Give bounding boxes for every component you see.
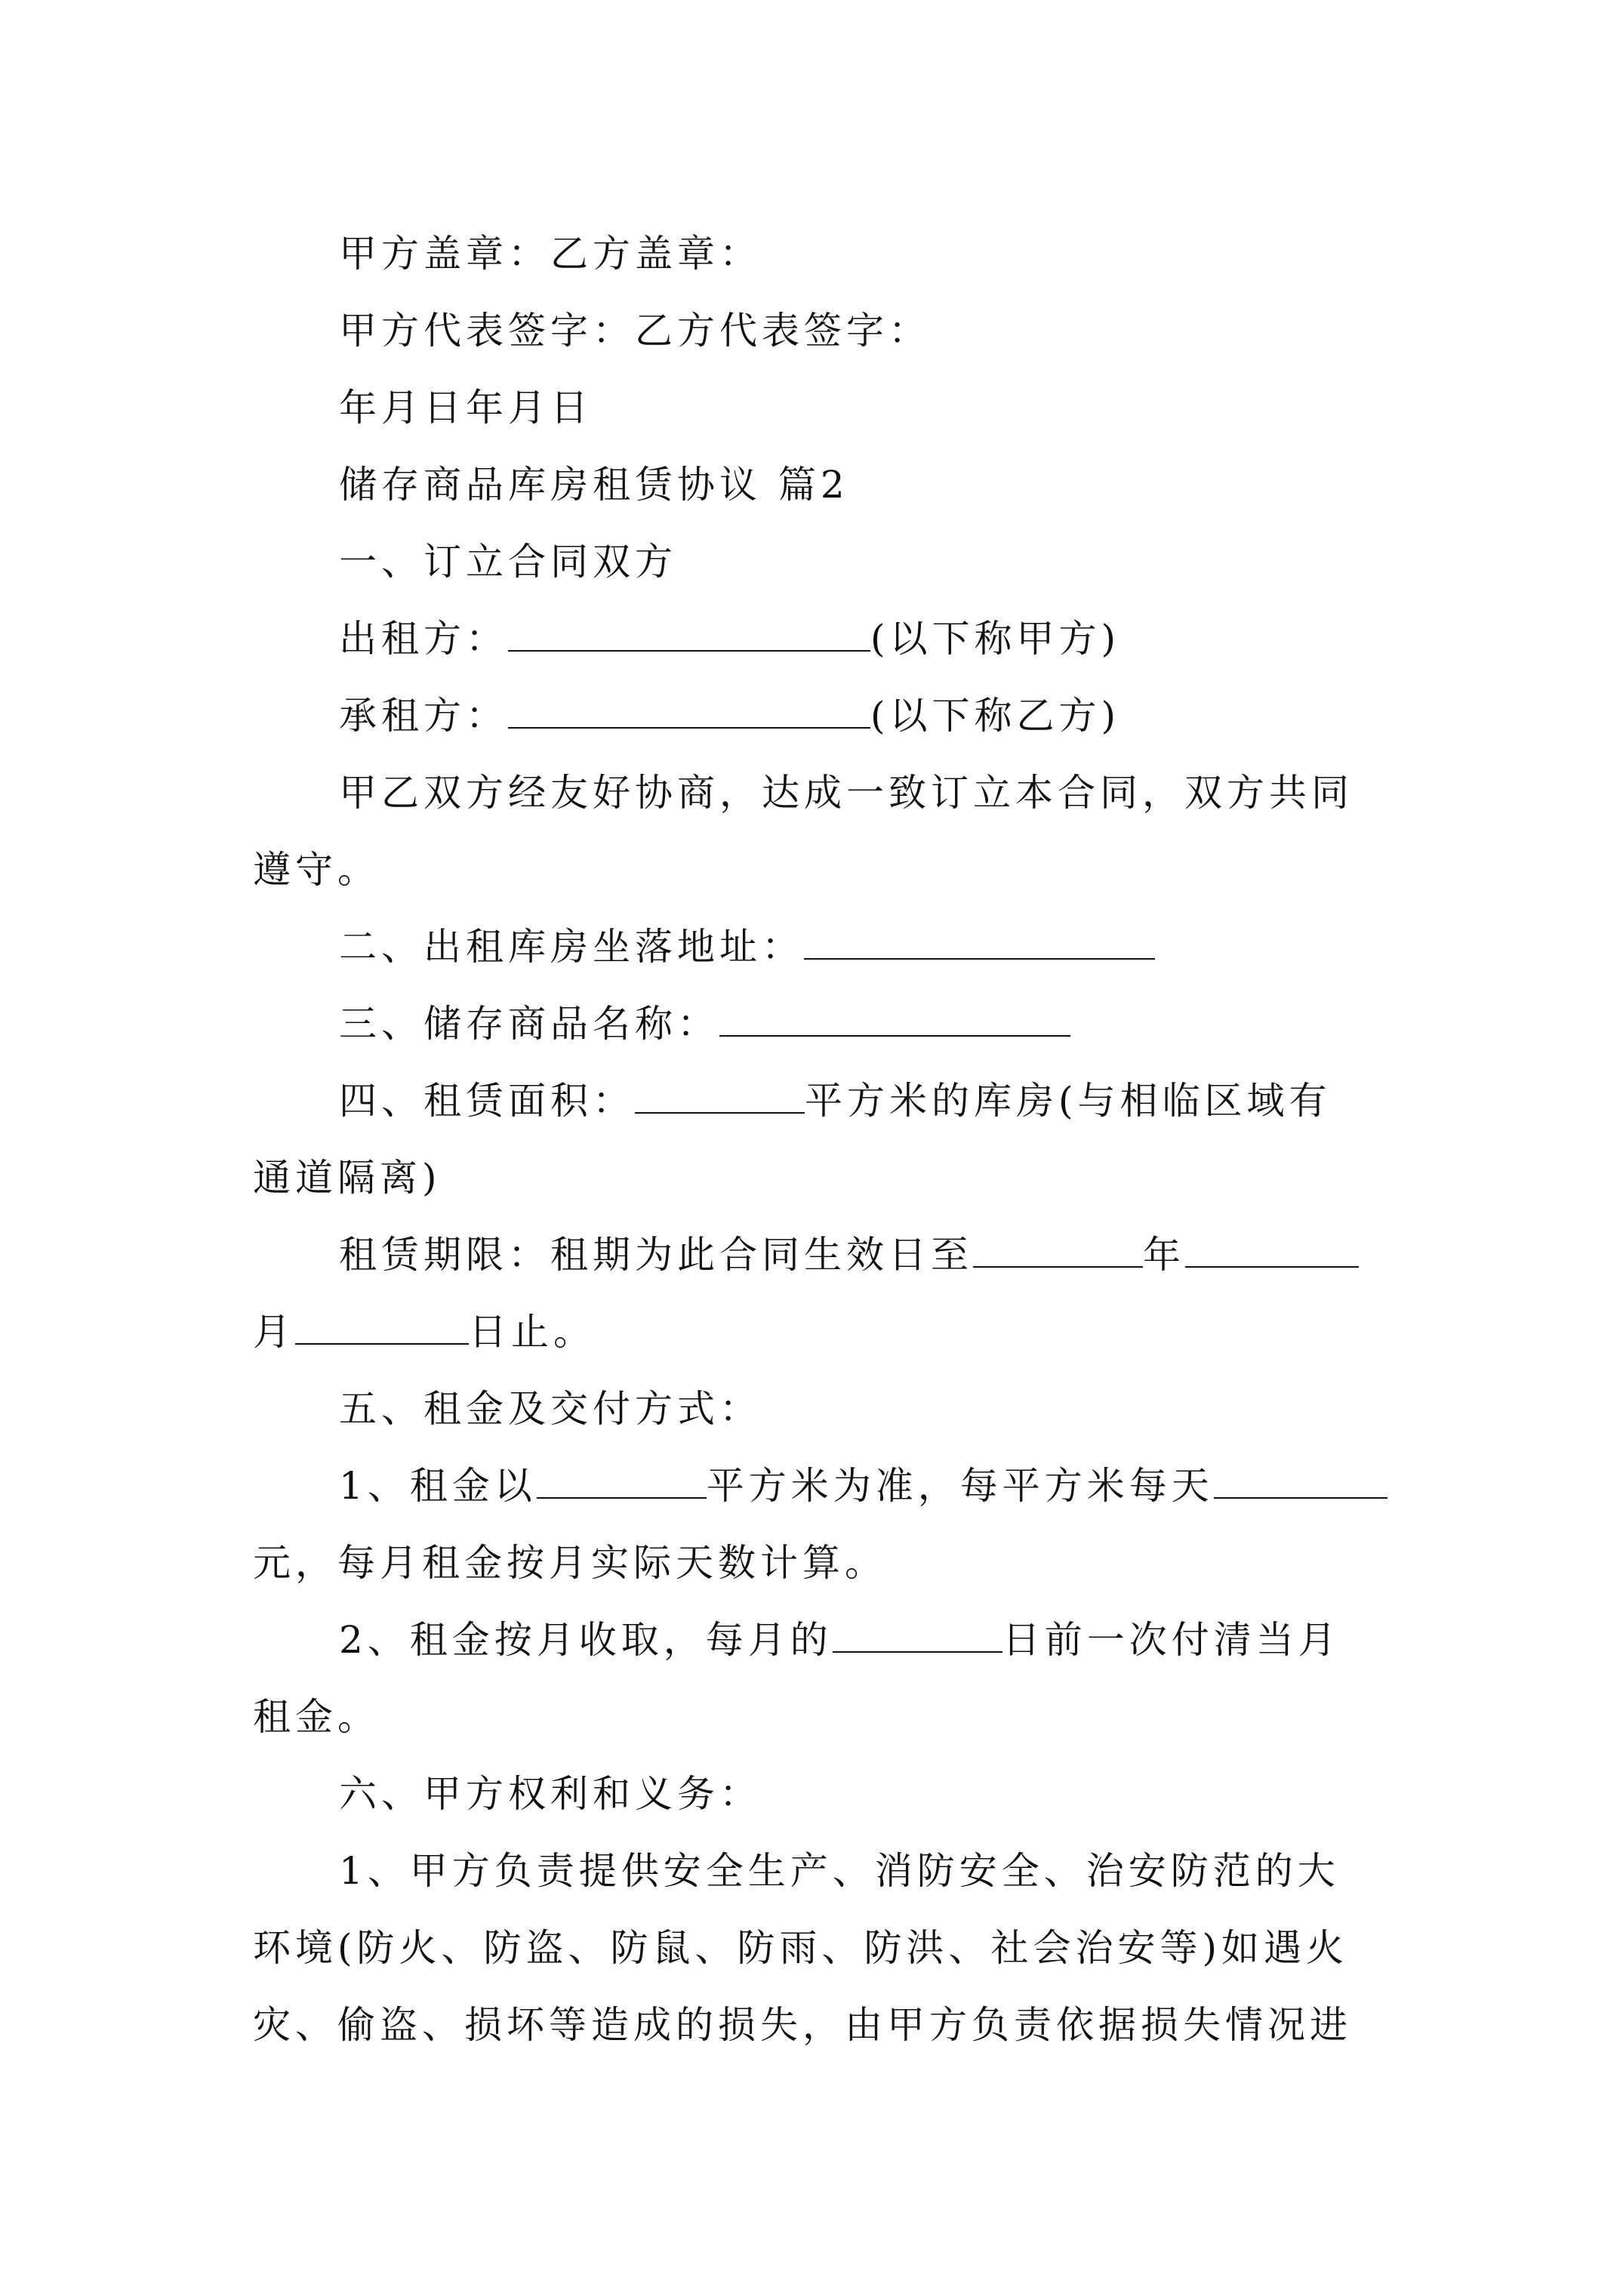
address-blank xyxy=(804,914,1155,960)
part5-heading xyxy=(253,1370,1393,1447)
term-year-label: 年 xyxy=(1143,1233,1185,1277)
rent2-suffix: 日前一次付清当月 xyxy=(1002,1618,1341,1662)
goods-name-blank xyxy=(719,991,1070,1037)
rent1-line xyxy=(253,1447,1393,1524)
lessee-blank xyxy=(508,683,870,729)
agreement-text-2: 遵守。 xyxy=(253,848,380,892)
rent1-middle: 平方米为准，每平方米每天 xyxy=(706,1464,1214,1508)
rent-area-blank xyxy=(537,1453,707,1499)
signature-seals-text: 甲方盖章：乙方盖章： xyxy=(339,232,762,276)
term-line-2 xyxy=(253,1293,1393,1370)
part4-line xyxy=(253,1062,1393,1139)
rent1-prefix: 1、租金以 xyxy=(339,1464,537,1508)
lessor-line xyxy=(253,600,1393,677)
term-year-blank xyxy=(973,1222,1143,1268)
term-day-suffix: 日止。 xyxy=(469,1310,596,1354)
section-title-text: 储存商品库房租赁协议 篇2 xyxy=(339,463,849,507)
document-body xyxy=(253,215,1393,2063)
agreement-line-2 xyxy=(253,831,1393,908)
duty1-text-1: 1、甲方负责提供安全生产、消防安全、治安防范的大 xyxy=(339,1849,1340,1893)
signature-seals-line xyxy=(253,215,1393,292)
part1-heading xyxy=(253,523,1393,600)
term-line xyxy=(253,1216,1393,1293)
rent1-line-2 xyxy=(253,1524,1393,1601)
signature-reps-line xyxy=(253,292,1393,369)
part6-heading xyxy=(253,1755,1393,1832)
term-prefix: 租赁期限：租期为此合同生效日至 xyxy=(339,1233,973,1277)
rent2-line xyxy=(253,1601,1393,1678)
part2-line xyxy=(253,908,1393,985)
rent1-line2-text: 元，每月租金按月实际天数计算。 xyxy=(253,1541,887,1585)
duty1-line-1 xyxy=(253,1832,1393,1909)
term-month-label: 月 xyxy=(253,1310,295,1354)
part4-label: 四、租赁面积： xyxy=(339,1079,635,1123)
lessor-blank xyxy=(508,606,870,652)
part6-heading-text: 六、甲方权利和义务： xyxy=(339,1772,762,1816)
part3-label: 三、储存商品名称： xyxy=(339,1002,719,1046)
signature-reps-text: 甲方代表签字：乙方代表签字： xyxy=(339,309,931,353)
duty1-text-2: 环境(防火、防盗、防鼠、防雨、防洪、社会治安等)如遇火 xyxy=(253,1926,1349,1970)
rent2-line-2 xyxy=(253,1678,1393,1755)
rent2-prefix: 2、租金按月收取，每月的 xyxy=(339,1618,833,1662)
term-day-blank xyxy=(295,1299,469,1345)
lessor-suffix: (以下称甲方) xyxy=(870,617,1121,661)
agreement-line-1 xyxy=(253,754,1393,831)
part4-suffix: 平方米的库房(与相临区域有 xyxy=(805,1079,1332,1123)
signature-dates-text: 年月日年月日 xyxy=(339,386,593,430)
lessee-suffix: (以下称乙方) xyxy=(870,694,1121,738)
rent2-line2-text: 租金。 xyxy=(253,1695,380,1739)
part1-heading-text: 一、订立合同双方 xyxy=(339,540,677,584)
part4-line-2 xyxy=(253,1139,1393,1216)
duty1-line-2 xyxy=(253,1909,1393,1986)
part2-label: 二、出租库房坐落地址： xyxy=(339,925,804,969)
term-month-blank xyxy=(1185,1222,1359,1268)
lessee-label: 承租方： xyxy=(339,694,508,738)
daily-price-blank xyxy=(1214,1453,1387,1499)
area-blank xyxy=(635,1068,805,1114)
part5-heading-text: 五、租金及交付方式： xyxy=(339,1387,762,1431)
duty1-text-3: 灾、偷盗、损坏等造成的损失，由甲方负责依据损失情况进 xyxy=(253,2003,1352,2047)
section-title xyxy=(253,446,1393,523)
lessee-line xyxy=(253,677,1393,754)
duty1-line-3 xyxy=(253,1986,1393,2063)
signature-dates-line xyxy=(253,369,1393,446)
payment-day-blank xyxy=(833,1607,1002,1653)
lessor-label: 出租方： xyxy=(339,617,508,661)
part3-line xyxy=(253,985,1393,1062)
agreement-text-1: 甲乙双方经友好协商，达成一致订立本合同，双方共同 xyxy=(339,771,1354,815)
part4-line2-text: 通道隔离) xyxy=(253,1156,442,1200)
